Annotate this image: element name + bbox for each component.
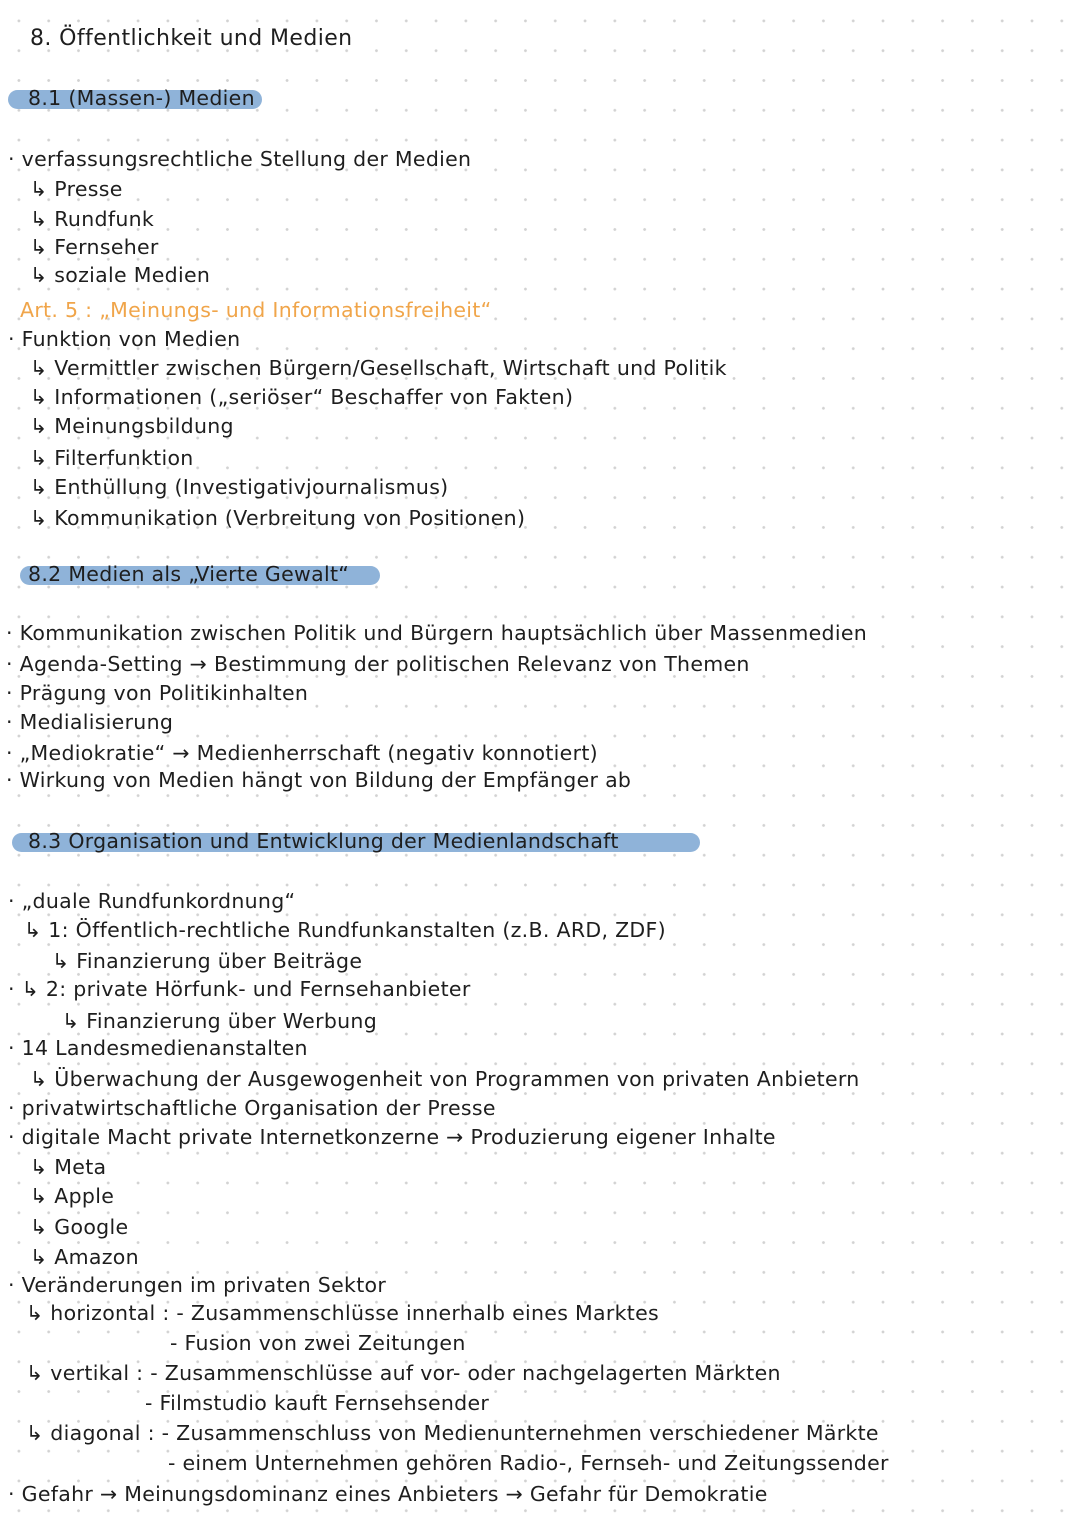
list-item: ↳ horizontal : - Zusammenschlüsse innerhalb eines Marktes [26,1301,659,1325]
list-item: ↳ diagonal : - Zusammenschluss von Medienunternehmen verschiedener Märkte [26,1421,879,1445]
list-item: · Agenda-Setting → Bestimmung der politischen Relevanz von Themen [6,652,750,676]
list-item: - Fusion von zwei Zeitungen [170,1331,466,1355]
list-item: ↳ Informationen („seriöser“ Beschaffer von Fakten) [30,385,574,409]
list-item: ↳ Fernseher [30,235,159,259]
list-item: ↳ Finanzierung über Beiträge [52,949,363,973]
list-item: ↳ Finanzierung über Werbung [62,1009,378,1033]
list-item: · Kommunikation zwischen Politik und Bürgern hauptsächlich über Massenmedien [6,621,868,645]
list-item: ↳ Amazon [30,1245,139,1269]
article-5-note: Art. 5 : „Meinungs- und Informationsfreiheit“ [20,298,492,322]
list-item: · verfassungsrechtliche Stellung der Medien [8,147,472,171]
list-item: ↳ Google [30,1215,129,1239]
list-item: · privatwirtschaftliche Organisation der Presse [8,1096,496,1120]
list-item: · ↳ 2: private Hörfunk- und Fernsehanbieter [8,977,471,1001]
list-item: · „duale Rundfunkordnung“ [8,889,296,913]
page-title: 8. Öffentlichkeit und Medien [30,26,353,51]
list-item: · Veränderungen im privaten Sektor [8,1273,387,1297]
list-item: ↳ Presse [30,177,123,201]
list-item: · „Mediokratie“ → Medienherrschaft (negativ konnotiert) [6,741,598,765]
list-item: ↳ soziale Medien [30,263,211,287]
list-item: ↳ Vermittler zwischen Bürgern/Gesellschaft, Wirtschaft und Politik [30,356,727,380]
list-item: ↳ 1: Öffentlich-rechtliche Rundfunkanstalten (z.B. ARD, ZDF) [24,918,666,942]
list-item: · Medialisierung [6,710,174,734]
list-item: ↳ Filterfunktion [30,446,194,470]
list-item: ↳ Meta [30,1155,107,1179]
list-item: ↳ Überwachung der Ausgewogenheit von Programmen von privaten Anbietern [30,1067,860,1091]
list-item: ↳ vertikal : - Zusammenschlüsse auf vor- oder nachgelagerten Märkten [26,1361,781,1385]
section-heading-8-2: 8.2 Medien als „Vierte Gewalt“ [28,562,350,586]
list-item: · Funktion von Medien [8,327,241,351]
list-item: ↳ Rundfunk [30,207,155,231]
list-item: - einem Unternehmen gehören Radio-, Fernseh- und Zeitungssender [168,1451,889,1475]
list-item: · Wirkung von Medien hängt von Bildung der Empfänger ab [6,768,632,792]
section-heading-8-1: 8.1 (Massen-) Medien [28,86,255,110]
list-item: · Gefahr → Meinungsdominanz eines Anbieters → Gefahr für Demokratie [8,1482,768,1506]
list-item: ↳ Enthüllung (Investigativjournalismus) [30,475,449,499]
list-item: · 14 Landesmedienanstalten [8,1036,308,1060]
list-item: · Prägung von Politikinhalten [6,681,309,705]
section-heading-8-3: 8.3 Organisation und Entwicklung der Medienlandschaft [28,829,619,853]
list-item: ↳ Apple [30,1184,115,1208]
list-item: ↳ Kommunikation (Verbreitung von Positionen) [30,506,526,530]
list-item: - Filmstudio kauft Fernsehsender [145,1391,490,1415]
list-item: · digitale Macht private Internetkonzerne → Produzierung eigener Inhalte [8,1125,776,1149]
list-item: ↳ Meinungsbildung [30,414,234,438]
